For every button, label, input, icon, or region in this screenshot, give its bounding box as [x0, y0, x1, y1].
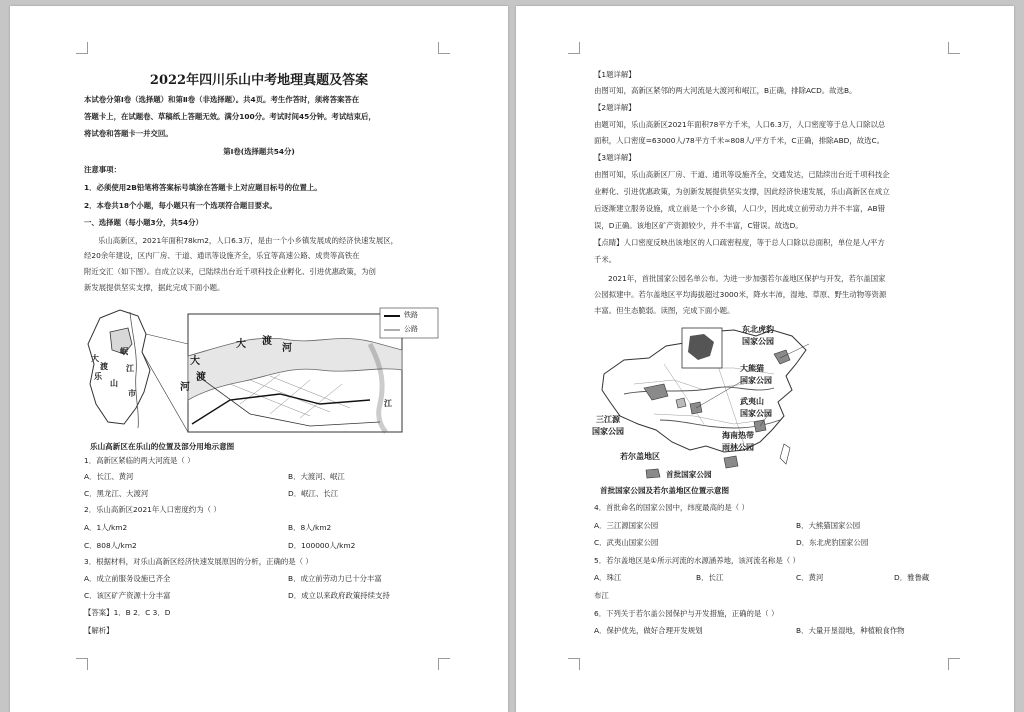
- crop-mark: [76, 42, 88, 54]
- legend-park-icon: [644, 468, 662, 480]
- explain-line: 误，D正确。该地区矿产资源较少，并不丰富，C错误。故选D。: [594, 221, 803, 230]
- passage-line: 公园拟建中。若尔盖地区平均海拔超过3000米，降水丰沛，湿地、草原、野生动物等资源: [594, 290, 887, 299]
- note-line: 1．必须使用2B铅笔将答案标号填涂在答题卡上对应题目标号的位置上。: [84, 183, 322, 192]
- question-1: 1．高新区紧临的两大河流是（ ）: [84, 456, 195, 465]
- intro-line: 本试卷分第Ⅰ卷（选择题）和第Ⅱ卷（非选择题）。共4页。考生作答时，须将答案答在: [84, 95, 360, 104]
- option-d: D．100000人/km2: [288, 541, 356, 550]
- park-label-sanjiang: 国家公园: [592, 427, 624, 436]
- explain-line: 由图可知，乐山高新区厂房、干道、通讯等设施齐全，交通发达，已陆续出台近千项科技企: [594, 170, 890, 179]
- map-caption: 首批国家公园及若尔盖地区位置示意图: [600, 486, 730, 495]
- legend-park-label: 首批国家公园: [666, 470, 712, 479]
- legend-rail-label: 铁路: [404, 311, 418, 319]
- option-c: C．黑龙江、大渡河: [84, 489, 149, 498]
- option-d: D．成立以来政府政策持续支持: [288, 591, 390, 600]
- intro-line: 答题卡上，在试题卷、草稿纸上答题无效。满分100分。考试时间45分钟。考试结束后，: [84, 112, 376, 121]
- explain-line: 【1题详解】: [594, 70, 636, 79]
- option-a: A．珠江: [594, 573, 622, 582]
- option-b: B．8人/km2: [288, 523, 332, 532]
- leshan-location-map: [80, 304, 440, 434]
- note-line: 2．本卷共18个小题，每小题只有一个选项符合题目要求。: [84, 201, 277, 210]
- option-a: A．成立前服务设施已齐全: [84, 574, 171, 583]
- part-title: 第Ⅰ卷(选择题共54分): [223, 147, 295, 156]
- park-label-northeast: 国家公园: [742, 337, 774, 346]
- explain-line: 【2题详解】: [594, 103, 636, 112]
- option-d-continued: 布江: [594, 591, 609, 600]
- option-d: D．岷江、长江: [288, 489, 339, 498]
- map-label: 江: [126, 364, 134, 373]
- notes-title: 注意事项：: [84, 165, 121, 174]
- option-a: A．保护优先，做好合理开发规划: [594, 626, 703, 635]
- explain-line: 千米。: [594, 255, 617, 264]
- passage-line: 2021年，首批国家公园名单公布。为进一步加强若尔盖地区保护与开发，若尔盖国家: [608, 274, 886, 283]
- option-a: A．三江源国家公园: [594, 521, 659, 530]
- explain-line: 【3题详解】: [594, 153, 636, 162]
- section-heading: 一、选择题（每小题3分，共54分）: [84, 218, 203, 227]
- explain-line: 由题可知，乐山高新区2021年面积78平方千米，人口6.3万，人口密度等于总人口除以总: [594, 120, 886, 129]
- map-label: 市: [128, 389, 136, 398]
- option-b: B．长江: [696, 573, 724, 582]
- map-label: 大: [91, 354, 99, 363]
- map-label: 乐: [94, 372, 102, 381]
- option-c: C．808人/km2: [84, 541, 137, 550]
- question-4: 4．首批命名的国家公园中，纬度最高的是（ ）: [594, 503, 749, 512]
- crop-mark: [948, 42, 960, 54]
- crop-mark: [438, 658, 450, 670]
- crop-mark: [568, 42, 580, 54]
- explain-line: 【点睛】人口密度反映出该地区的人口疏密程度，等于总人口除以总面积，单位是人/平方: [594, 238, 885, 247]
- map-label: 山: [110, 379, 118, 388]
- option-a: A．长江、黄河: [84, 472, 134, 481]
- option-c: C．该区矿产资源十分丰富: [84, 591, 171, 600]
- crop-mark: [948, 658, 960, 670]
- map-label: 渡: [100, 362, 108, 371]
- passage-line: 丰富。但生态脆弱。读图，完成下面小题。: [594, 306, 735, 315]
- passage-line: 新发展提供坚实支撑，据此完成下面小题。: [84, 283, 225, 292]
- option-b: B．大渡河、岷江: [288, 472, 345, 481]
- map-label: 江: [384, 399, 392, 408]
- question-5: 5．若尔盖地区是①所示河流的水源涵养地，该河流名称是（ ）: [594, 556, 800, 565]
- crop-mark: [438, 42, 450, 54]
- map-label: 大: [190, 356, 200, 367]
- passage-line: 附近交汇（如下图）。自成立以来，已陆续出台近千项科技企业孵化、引进优惠政策，为创: [84, 267, 376, 276]
- option-d: D．东北虎豹国家公园: [796, 538, 869, 547]
- answer-line: 【答案】1．B 2．C 3．D: [84, 608, 171, 617]
- explain-line: 业孵化、引进优惠政策，为创新发展提供坚实支撑，因此经济快速发展，乐山高新区在成立: [594, 187, 890, 196]
- passage-line: 乐山高新区，2021年面积78km2，人口6.3万，是由一个小乡镇发展成的经济快速发展区，: [98, 236, 399, 245]
- legend-road-label: 公路: [404, 325, 418, 333]
- option-a: A．1人/km2: [84, 523, 128, 532]
- passage-line: 经20余年建设，区内厂房、干道、通讯等设施齐全，乐宜等高速公路、成贵等高铁在: [84, 251, 360, 260]
- map-label: 河: [180, 382, 190, 393]
- park-label-sanjiang: 三江源: [596, 415, 620, 424]
- option-c: C．武夷山国家公园: [594, 538, 659, 547]
- map-label: 渡: [262, 336, 272, 347]
- analysis-label: 【解析】: [84, 626, 114, 635]
- question-2: 2．乐山高新区2021年人口密度约为（ ）: [84, 505, 221, 514]
- document-page-left: [10, 6, 508, 712]
- explain-line: 由图可知，高新区紧邻的两大河流是大渡河和岷江，B正确，排除ACD。故选B。: [594, 86, 857, 95]
- park-label-hainan: 雨林公园: [722, 443, 754, 452]
- crop-mark: [76, 658, 88, 670]
- zoige-label: 若尔盖地区: [620, 452, 660, 461]
- explain-line: 后逐渐建立服务设施，成立前是一个小乡镇，人口少，因此成立前劳动力并不丰富，AB错: [594, 204, 885, 213]
- question-6: 6．下列关于若尔盖公园保护与开发措施，正确的是（ ）: [594, 609, 779, 618]
- park-label-northeast: 东北虎豹: [742, 325, 774, 334]
- option-d: D．雅鲁藏: [894, 573, 930, 582]
- document-page-right: [516, 6, 1014, 712]
- question-3: 3．根据材料，对乐山高新区经济快速发展原因的分析，正确的是（ ）: [84, 557, 313, 566]
- map-label: 大: [236, 339, 246, 350]
- option-b: B．成立前劳动力已十分丰富: [288, 574, 382, 583]
- map-label: 渡: [196, 372, 206, 383]
- park-label-panda: 大熊猫: [740, 364, 764, 373]
- park-label-wuyi: 国家公园: [740, 409, 772, 418]
- map-caption: 乐山高新区在乐山的位置及部分用地示意图: [90, 442, 235, 451]
- option-b: B．大熊猫国家公园: [796, 521, 861, 530]
- intro-line: 将试卷和答题卡一并交回。: [84, 129, 173, 138]
- explain-line: 面积，人口密度=63000人/78平方千米≈808人/平方千米，C正确，排除ABD，故选C。: [594, 136, 885, 145]
- park-label-wuyi: 武夷山: [740, 397, 764, 406]
- document-title: 2022年四川乐山中考地理真题及答案: [149, 73, 369, 88]
- option-c: C．黄河: [796, 573, 824, 582]
- park-label-hainan: 海南热带: [722, 431, 754, 440]
- map-label: 岷: [120, 347, 128, 356]
- park-label-panda: 国家公园: [740, 376, 772, 385]
- crop-mark: [568, 658, 580, 670]
- option-b: B．大量开垦湿地，种植粮食作物: [796, 626, 905, 635]
- map-label: 河: [282, 343, 292, 354]
